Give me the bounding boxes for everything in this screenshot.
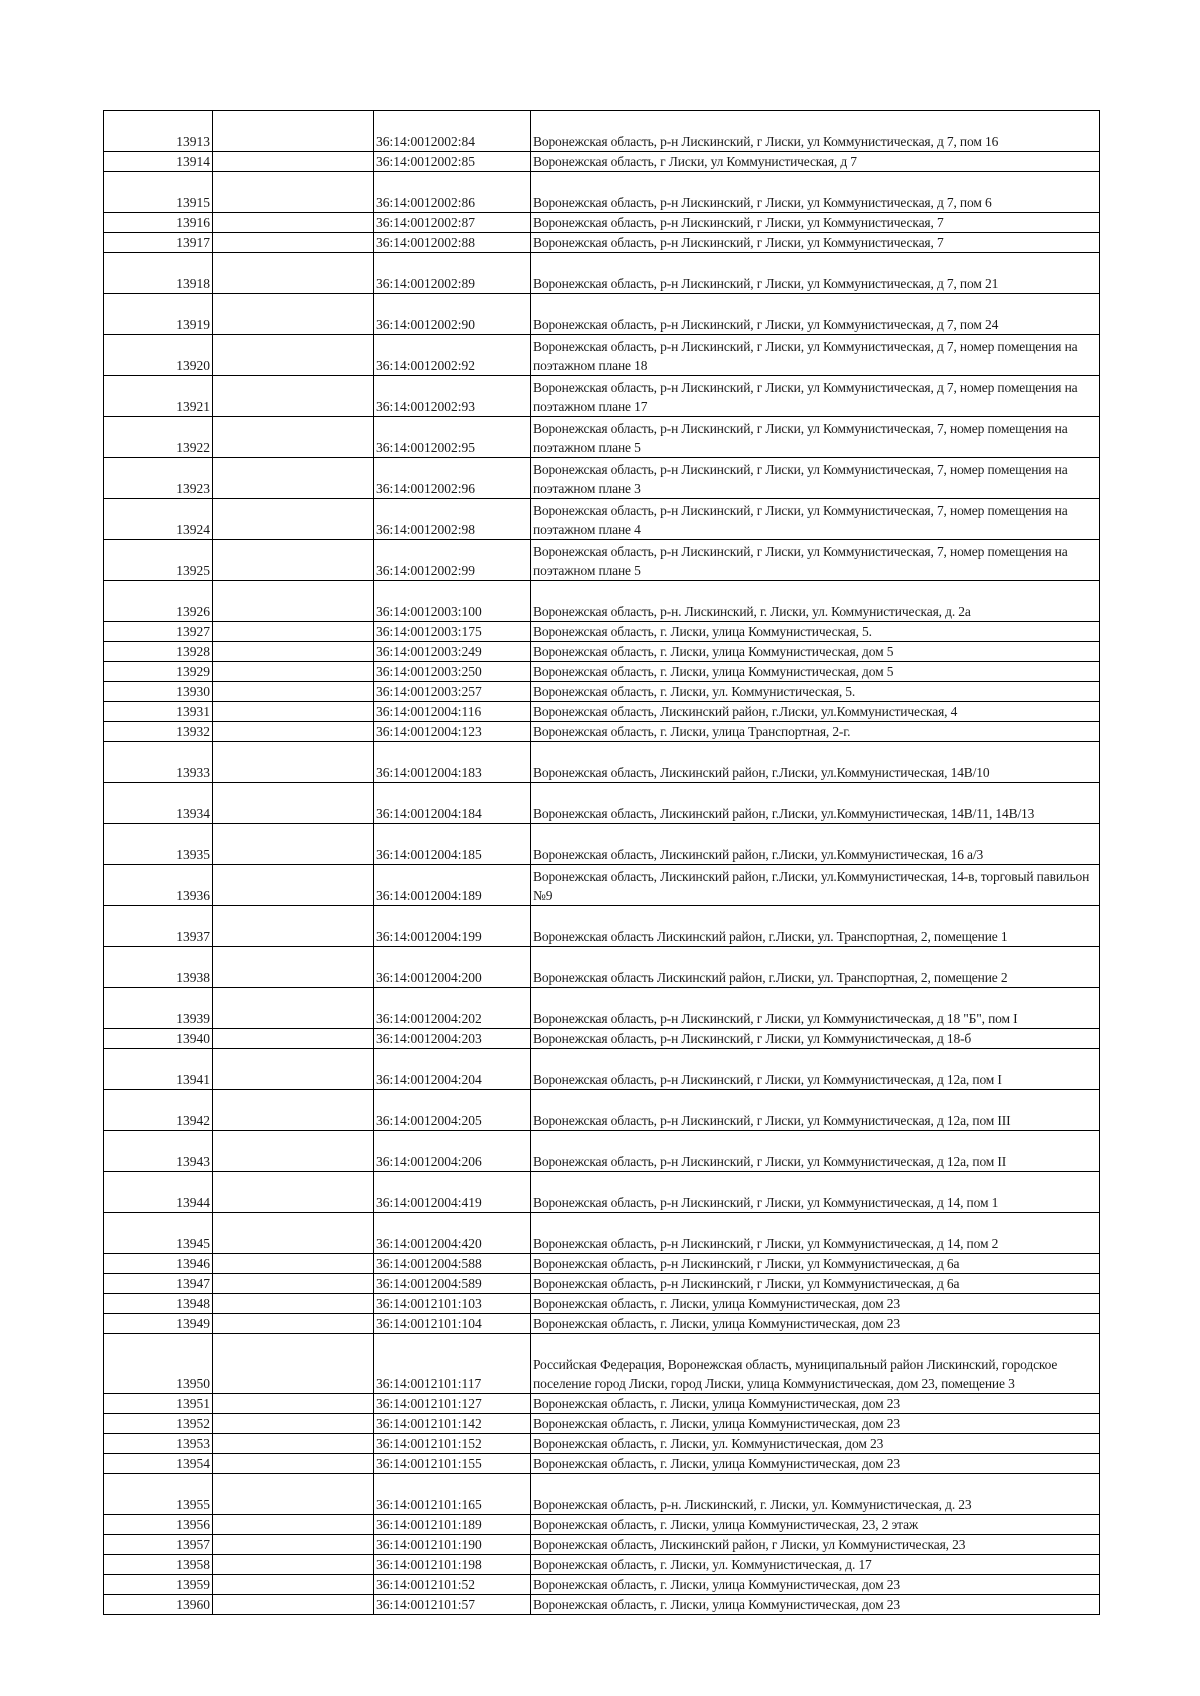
table-row [104,1454,1100,1474]
empty-cell [213,722,374,742]
cadastral-number: 36:14:0012003:257 [374,682,531,702]
table-row [104,1049,1100,1090]
address-cell: Воронежская область, р-н Лискинский, г Лиски, ул Коммунистическая, д 6а [531,1254,1100,1274]
address-cell: Воронежская область, г. Лиски, улица Транспортная, 2-г. [531,722,1100,742]
cadastral-number: 36:14:0012004:185 [374,824,531,865]
empty-cell [213,1334,374,1394]
address-cell: Воронежская область, г. Лиски, ул. Коммунистическая, 5. [531,682,1100,702]
empty-cell [213,499,374,540]
cadastral-number: 36:14:0012101:152 [374,1434,531,1454]
cadastral-number: 36:14:0012101:104 [374,1314,531,1334]
empty-cell [213,172,374,213]
row-number: 13936 [104,865,213,906]
empty-cell [213,622,374,642]
cadastral-number: 36:14:0012003:100 [374,581,531,622]
address-cell: Воронежская область, Лискинский район, г.Лиски, ул.Коммунистическая, 16 а/3 [531,824,1100,865]
table-row [104,376,1100,417]
table-row [104,172,1100,213]
empty-cell [213,581,374,622]
address-cell: Воронежская область, г Лиски, ул Коммунистическая, д 7 [531,152,1100,172]
address-cell: Воронежская область, г. Лиски, улица Коммунистическая, дом 23 [531,1414,1100,1434]
row-number: 13932 [104,722,213,742]
table-row [104,1274,1100,1294]
empty-cell [213,540,374,581]
empty-cell [213,111,374,152]
row-number: 13934 [104,783,213,824]
empty-cell [213,1172,374,1213]
cadastral-number: 36:14:0012004:419 [374,1172,531,1213]
table-row [104,682,1100,702]
table-row [104,642,1100,662]
row-number: 13924 [104,499,213,540]
row-number: 13930 [104,682,213,702]
cadastral-number: 36:14:0012002:89 [374,253,531,294]
address-cell: Воронежская область, р-н Лискинский, г Лиски, ул Коммунистическая, 7 [531,233,1100,253]
cadastral-number: 36:14:0012101:142 [374,1414,531,1434]
row-number: 13926 [104,581,213,622]
table-row [104,111,1100,152]
cadastral-number: 36:14:0012002:98 [374,499,531,540]
table-row [104,1334,1100,1394]
address-cell: Воронежская область, Лискинский район, г.Лиски, ул.Коммунистическая, 4 [531,702,1100,722]
address-cell: Воронежская область, г. Лиски, улица Коммунистическая, дом 23 [531,1454,1100,1474]
table-row [104,294,1100,335]
row-number: 13914 [104,152,213,172]
empty-cell [213,1555,374,1575]
empty-cell [213,1394,374,1414]
table-row [104,783,1100,824]
cadastral-number: 36:14:0012101:57 [374,1595,531,1615]
address-cell: Воронежская область, Лискинский район, г Лиски, ул Коммунистическая, 23 [531,1535,1100,1555]
row-number: 13957 [104,1535,213,1555]
address-cell: Воронежская область, р-н Лискинский, г Лиски, ул Коммунистическая, д 14, пом 1 [531,1172,1100,1213]
row-number: 13919 [104,294,213,335]
table-row [104,1555,1100,1575]
table-row [104,702,1100,722]
table-row [104,906,1100,947]
table-row [104,499,1100,540]
row-number: 13958 [104,1555,213,1575]
cadastral-number: 36:14:0012002:92 [374,335,531,376]
row-number: 13935 [104,824,213,865]
address-cell: Воронежская область, г. Лиски, ул. Коммунистическая, дом 23 [531,1434,1100,1454]
table-row [104,947,1100,988]
cadastral-number: 36:14:0012004:200 [374,947,531,988]
address-cell: Воронежская область, г. Лиски, ул. Коммунистическая, д. 17 [531,1555,1100,1575]
address-cell: Воронежская область, г. Лиски, улица Коммунистическая, дом 5 [531,662,1100,682]
empty-cell [213,1454,374,1474]
table-row [104,1090,1100,1131]
row-number: 13918 [104,253,213,294]
empty-cell [213,783,374,824]
empty-cell [213,1434,374,1454]
row-number: 13946 [104,1254,213,1274]
row-number: 13933 [104,742,213,783]
table-row [104,662,1100,682]
cadastral-number: 36:14:0012004:588 [374,1254,531,1274]
address-cell: Воронежская область, р-н Лискинский, г Лиски, ул Коммунистическая, д 12а, пом II [531,1131,1100,1172]
address-cell: Воронежская область, р-н Лискинский, г Лиски, ул Коммунистическая, д 18 "Б", пом I [531,988,1100,1029]
address-cell: Воронежская область, р-н Лискинский, г Лиски, ул Коммунистическая, д 12а, пом I [531,1049,1100,1090]
property-register-table [103,110,1100,1615]
row-number: 13927 [104,622,213,642]
row-number: 13937 [104,906,213,947]
table-row [104,540,1100,581]
table-row [104,1595,1100,1615]
table-row [104,233,1100,253]
address-cell: Воронежская область, г. Лиски, улица Коммунистическая, 5. [531,622,1100,642]
row-number: 13929 [104,662,213,682]
table-row [104,152,1100,172]
empty-cell [213,906,374,947]
table-row [104,1515,1100,1535]
table-row [104,581,1100,622]
cadastral-number: 36:14:0012004:116 [374,702,531,722]
cadastral-number: 36:14:0012003:250 [374,662,531,682]
row-number: 13947 [104,1274,213,1294]
row-number: 13922 [104,417,213,458]
empty-cell [213,682,374,702]
table-row [104,742,1100,783]
address-cell: Воронежская область, г. Лиски, улица Коммунистическая, дом 23 [531,1294,1100,1314]
empty-cell [213,294,374,335]
table-row [104,1029,1100,1049]
cadastral-number: 36:14:0012004:206 [374,1131,531,1172]
empty-cell [213,1515,374,1535]
row-number: 13939 [104,988,213,1029]
table-row [104,213,1100,233]
empty-cell [213,1049,374,1090]
address-cell: Воронежская область, р-н Лискинский, г Лиски, ул Коммунистическая, д 18-б [531,1029,1100,1049]
row-number: 13931 [104,702,213,722]
address-cell: Воронежская область, р-н Лискинский, г Лиски, ул Коммунистическая, 7, номер помещения на поэтажном плане 5 [531,540,1100,581]
table-row [104,988,1100,1029]
row-number: 13915 [104,172,213,213]
empty-cell [213,742,374,783]
address-cell: Воронежская область, Лискинский район, г.Лиски, ул.Коммунистическая, 14-в, торговый павильон №9 [531,865,1100,906]
empty-cell [213,458,374,499]
empty-cell [213,213,374,233]
table-row [104,1254,1100,1274]
address-cell: Воронежская область, р-н Лискинский, г Лиски, ул Коммунистическая, д 7, пом 21 [531,253,1100,294]
cadastral-number: 36:14:0012004:205 [374,1090,531,1131]
row-number: 13925 [104,540,213,581]
cadastral-number: 36:14:0012004:189 [374,865,531,906]
table-row [104,1414,1100,1434]
row-number: 13913 [104,111,213,152]
empty-cell [213,988,374,1029]
table-row [104,1314,1100,1334]
empty-cell [213,1254,374,1274]
empty-cell [213,1575,374,1595]
table-row [104,1434,1100,1454]
address-cell: Воронежская область, р-н. Лискинский, г. Лиски, ул. Коммунистическая, д. 2а [531,581,1100,622]
empty-cell [213,1274,374,1294]
row-number: 13938 [104,947,213,988]
empty-cell [213,947,374,988]
cadastral-number: 36:14:0012101:190 [374,1535,531,1555]
row-number: 13950 [104,1334,213,1394]
empty-cell [213,1595,374,1615]
cadastral-number: 36:14:0012002:96 [374,458,531,499]
table-row [104,1131,1100,1172]
cadastral-number: 36:14:0012004:203 [374,1029,531,1049]
empty-cell [213,824,374,865]
address-cell: Воронежская область, р-н Лискинский, г Лиски, ул Коммунистическая, д 12а, пом III [531,1090,1100,1131]
row-number: 13917 [104,233,213,253]
address-cell: Воронежская область, р-н Лискинский, г Лиски, ул Коммунистическая, д 6а [531,1274,1100,1294]
address-cell: Воронежская область, р-н Лискинский, г Лиски, ул Коммунистическая, д 14, пом 2 [531,1213,1100,1254]
empty-cell [213,152,374,172]
address-cell: Воронежская область, р-н Лискинский, г Лиски, ул Коммунистическая, 7 [531,213,1100,233]
empty-cell [213,253,374,294]
row-number: 13940 [104,1029,213,1049]
empty-cell [213,417,374,458]
row-number: 13916 [104,213,213,233]
cadastral-number: 36:14:0012101:198 [374,1555,531,1575]
address-cell: Воронежская область Лискинский район, г.Лиски, ул. Транспортная, 2, помещение 2 [531,947,1100,988]
cadastral-number: 36:14:0012003:249 [374,642,531,662]
row-number: 13945 [104,1213,213,1254]
row-number: 13920 [104,335,213,376]
empty-cell [213,865,374,906]
address-cell: Воронежская область, г. Лиски, улица Коммунистическая, дом 23 [531,1575,1100,1595]
table-row [104,253,1100,294]
address-cell: Воронежская область, г. Лиски, улица Коммунистическая, дом 5 [531,642,1100,662]
table-row [104,458,1100,499]
address-cell: Воронежская область, р-н Лискинский, г Лиски, ул Коммунистическая, д 7, номер помещения на поэтажном плане 17 [531,376,1100,417]
empty-cell [213,376,374,417]
empty-cell [213,1294,374,1314]
cadastral-number: 36:14:0012101:52 [374,1575,531,1595]
row-number: 13941 [104,1049,213,1090]
address-cell: Воронежская область Лискинский район, г.Лиски, ул. Транспортная, 2, помещение 1 [531,906,1100,947]
address-cell: Воронежская область, г. Лиски, улица Коммунистическая, дом 23 [531,1595,1100,1615]
row-number: 13928 [104,642,213,662]
cadastral-number: 36:14:0012004:589 [374,1274,531,1294]
cadastral-number: 36:14:0012004:420 [374,1213,531,1254]
address-cell: Воронежская область, р-н. Лискинский, г. Лиски, ул. Коммунистическая, д. 23 [531,1474,1100,1515]
register-table-body [104,111,1100,1615]
empty-cell [213,1213,374,1254]
cadastral-number: 36:14:0012002:88 [374,233,531,253]
row-number: 13942 [104,1090,213,1131]
empty-cell [213,1029,374,1049]
table-row [104,1535,1100,1555]
cadastral-number: 36:14:0012002:95 [374,417,531,458]
cadastral-number: 36:14:0012004:123 [374,722,531,742]
table-row [104,1172,1100,1213]
table-row [104,1575,1100,1595]
address-cell: Воронежская область, Лискинский район, г.Лиски, ул.Коммунистическая, 14В/11, 14В/13 [531,783,1100,824]
empty-cell [213,702,374,722]
empty-cell [213,335,374,376]
row-number: 13959 [104,1575,213,1595]
cadastral-number: 36:14:0012002:84 [374,111,531,152]
cadastral-number: 36:14:0012002:85 [374,152,531,172]
empty-cell [213,1090,374,1131]
table-row [104,335,1100,376]
address-cell: Воронежская область, г. Лиски, улица Коммунистическая, дом 23 [531,1314,1100,1334]
table-row [104,824,1100,865]
address-cell: Воронежская область, р-н Лискинский, г Лиски, ул Коммунистическая, д 7, номер помещения на поэтажном плане 18 [531,335,1100,376]
empty-cell [213,662,374,682]
cadastral-number: 36:14:0012004:199 [374,906,531,947]
row-number: 13960 [104,1595,213,1615]
empty-cell [213,233,374,253]
cadastral-number: 36:14:0012101:117 [374,1334,531,1394]
cadastral-number: 36:14:0012004:184 [374,783,531,824]
address-cell: Воронежская область, р-н Лискинский, г Лиски, ул Коммунистическая, д 7, пом 6 [531,172,1100,213]
address-cell: Воронежская область, г. Лиски, улица Коммунистическая, дом 23 [531,1394,1100,1414]
cadastral-number: 36:14:0012003:175 [374,622,531,642]
row-number: 13954 [104,1454,213,1474]
empty-cell [213,1314,374,1334]
address-cell: Воронежская область, р-н Лискинский, г Лиски, ул Коммунистическая, д 7, пом 16 [531,111,1100,152]
cadastral-number: 36:14:0012101:165 [374,1474,531,1515]
cadastral-number: 36:14:0012101:103 [374,1294,531,1314]
row-number: 13948 [104,1294,213,1314]
cadastral-number: 36:14:0012004:183 [374,742,531,783]
table-row [104,1394,1100,1414]
table-row [104,622,1100,642]
address-cell: Воронежская область, г. Лиски, улица Коммунистическая, 23, 2 этаж [531,1515,1100,1535]
table-row [104,1294,1100,1314]
row-number: 13955 [104,1474,213,1515]
table-row [104,417,1100,458]
address-cell: Воронежская область, р-н Лискинский, г Лиски, ул Коммунистическая, 7, номер помещения на поэтажном плане 5 [531,417,1100,458]
cadastral-number: 36:14:0012101:155 [374,1454,531,1474]
table-row [104,1474,1100,1515]
cadastral-number: 36:14:0012004:202 [374,988,531,1029]
cadastral-number: 36:14:0012002:93 [374,376,531,417]
table-row [104,1213,1100,1254]
row-number: 13951 [104,1394,213,1414]
cadastral-number: 36:14:0012002:99 [374,540,531,581]
row-number: 13952 [104,1414,213,1434]
table-row [104,865,1100,906]
empty-cell [213,1474,374,1515]
empty-cell [213,1535,374,1555]
address-cell: Российская Федерация, Воронежская область, муниципальный район Лискинский, городское поселение город Лиски, город Лиски, улица Коммунистическая, дом 23, помещение 3 [531,1334,1100,1394]
cadastral-number: 36:14:0012004:204 [374,1049,531,1090]
empty-cell [213,1131,374,1172]
cadastral-number: 36:14:0012101:189 [374,1515,531,1535]
address-cell: Воронежская область, р-н Лискинский, г Лиски, ул Коммунистическая, 7, номер помещения на поэтажном плане 3 [531,458,1100,499]
row-number: 13949 [104,1314,213,1334]
cadastral-number: 36:14:0012002:86 [374,172,531,213]
table-row [104,722,1100,742]
row-number: 13923 [104,458,213,499]
address-cell: Воронежская область, р-н Лискинский, г Лиски, ул Коммунистическая, 7, номер помещения на поэтажном плане 4 [531,499,1100,540]
row-number: 13943 [104,1131,213,1172]
row-number: 13944 [104,1172,213,1213]
cadastral-number: 36:14:0012002:90 [374,294,531,335]
cadastral-number: 36:14:0012002:87 [374,213,531,233]
row-number: 13956 [104,1515,213,1535]
address-cell: Воронежская область, Лискинский район, г.Лиски, ул.Коммунистическая, 14В/10 [531,742,1100,783]
address-cell: Воронежская область, р-н Лискинский, г Лиски, ул Коммунистическая, д 7, пом 24 [531,294,1100,335]
cadastral-number: 36:14:0012101:127 [374,1394,531,1414]
row-number: 13921 [104,376,213,417]
empty-cell [213,642,374,662]
empty-cell [213,1414,374,1434]
row-number: 13953 [104,1434,213,1454]
